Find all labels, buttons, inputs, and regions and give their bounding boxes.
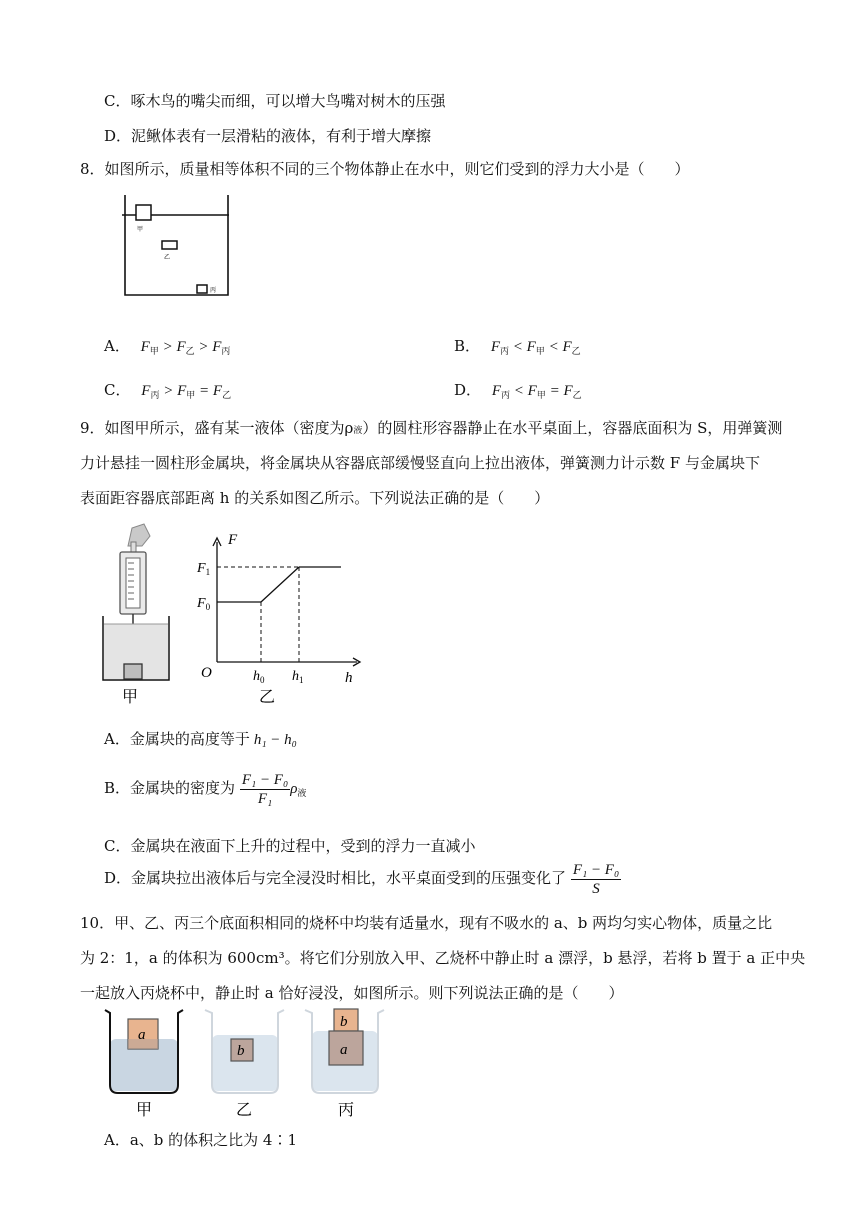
q9-stem-line2: 力计悬挂一圆柱形金属块，将金属块从容器底部缓慢竖直向上拉出液体，弹簧测力计示数 F 与金属块下 <box>80 454 760 472</box>
q10-stem-line3: 一起放入丙烧杯中，静止时 a 恰好浸没，如图所示。则下列说法正确的是（ ） <box>80 984 624 1002</box>
q8-label-jia: 甲 <box>137 227 144 233</box>
q9-option-b: B．金属块的密度为 $\frac{\text{F₁ − F₀}}{\text{F₁}}$ $\rho_液$ <box>104 771 307 807</box>
q9-figure-yi-graph <box>195 530 370 710</box>
q8-box-jia <box>136 205 151 220</box>
q9-option-c: C．金属块在液面下上升的过程中，受到的浮力一直减小 <box>104 837 476 855</box>
beaker-yi <box>205 1010 284 1119</box>
q8-box-bing <box>197 285 207 293</box>
q9-option-a: A．金属块的高度等于 h₁ − h₀ <box>104 730 297 748</box>
q7-option-d: D．泥鳅体表有一层滑粘的液体，有利于增大摩擦 <box>104 127 432 145</box>
q9-caption-yi: 乙 <box>259 689 276 706</box>
q8-option-d: D． $F_丙 < F_甲 = F_乙$ <box>454 381 582 400</box>
q9-stem-line1: 9．如图甲所示，盛有某一液体（密度为ρ液）的圆柱形容器静止在水平桌面上，容器底面积为 S，用弹簧测 <box>80 419 783 437</box>
q10-stem-line1: 10．甲、乙、丙三个底面积相同的烧杯中均装有适量水，现有不吸水的 a、b 两均匀实心物体，质量之比 <box>80 914 773 932</box>
tick-h1: $h_1$ <box>292 669 304 685</box>
caption-bing: 丙 <box>338 1102 355 1119</box>
q8-label-yi: 乙 <box>164 255 171 261</box>
q9-stem-line3: 表面距容器底部距离 h 的关系如图乙所示。下列说法正确的是（ ） <box>80 489 550 507</box>
beaker-bing <box>305 1009 384 1119</box>
q8-option-b: B． $F_丙 < F_甲 < F_乙$ <box>454 337 581 356</box>
q9-caption-jia: 甲 <box>122 689 139 706</box>
svg-text:a: a <box>340 1042 348 1058</box>
caption-yi: 乙 <box>236 1102 253 1119</box>
q8-box-yi <box>162 241 177 249</box>
q9-option-d: D．金属块拉出液体后与完全浸没时相比，水平桌面受到的压强变化了 $\frac{\text{F₁ − F₀}}{S}$ <box>104 861 620 897</box>
q9-figure-jia <box>98 518 178 708</box>
x-axis-label: h <box>345 670 353 686</box>
y-axis-label: F <box>228 532 238 548</box>
tick-F1: $F_1$ <box>197 561 211 577</box>
graph-segment-rise <box>261 567 299 602</box>
q7-option-c: C．啄木鸟的嘴尖而细，可以增大鸟嘴对树木的压强 <box>104 92 446 110</box>
beaker-jia <box>105 1010 183 1119</box>
q10-stem-line2: 为 2：1，a 的体积为 600cm³。将它们分别放入甲、乙烧杯中静止时 a 漂浮，b 悬浮，若将 b 置于 a 正中央 <box>80 949 806 967</box>
svg-text:a: a <box>138 1027 146 1043</box>
caption-jia: 甲 <box>136 1102 153 1119</box>
metal-block <box>124 664 142 679</box>
svg-text:b: b <box>340 1014 348 1030</box>
q10-figure-beakers <box>100 1005 400 1125</box>
q10-option-a: A．a、b 的体积之比为 4∶1 <box>104 1131 298 1149</box>
q8-option-a: A． $F_甲 > F_乙 > F_丙$ <box>104 337 231 356</box>
origin-label: O <box>201 665 212 681</box>
q8-figure <box>120 193 232 298</box>
tick-h0: $h_0$ <box>253 669 265 685</box>
tick-F0: $F_0$ <box>197 596 211 612</box>
q8-stem: 8．如图所示，质量相等体积不同的三个物体静止在水中，则它们受到的浮力大小是（ ） <box>80 160 690 178</box>
q8-label-bing: 丙 <box>210 288 217 294</box>
svg-text:b: b <box>237 1043 245 1059</box>
q8-option-c: C． $F_丙 > F_甲 = F_乙$ <box>104 381 232 400</box>
